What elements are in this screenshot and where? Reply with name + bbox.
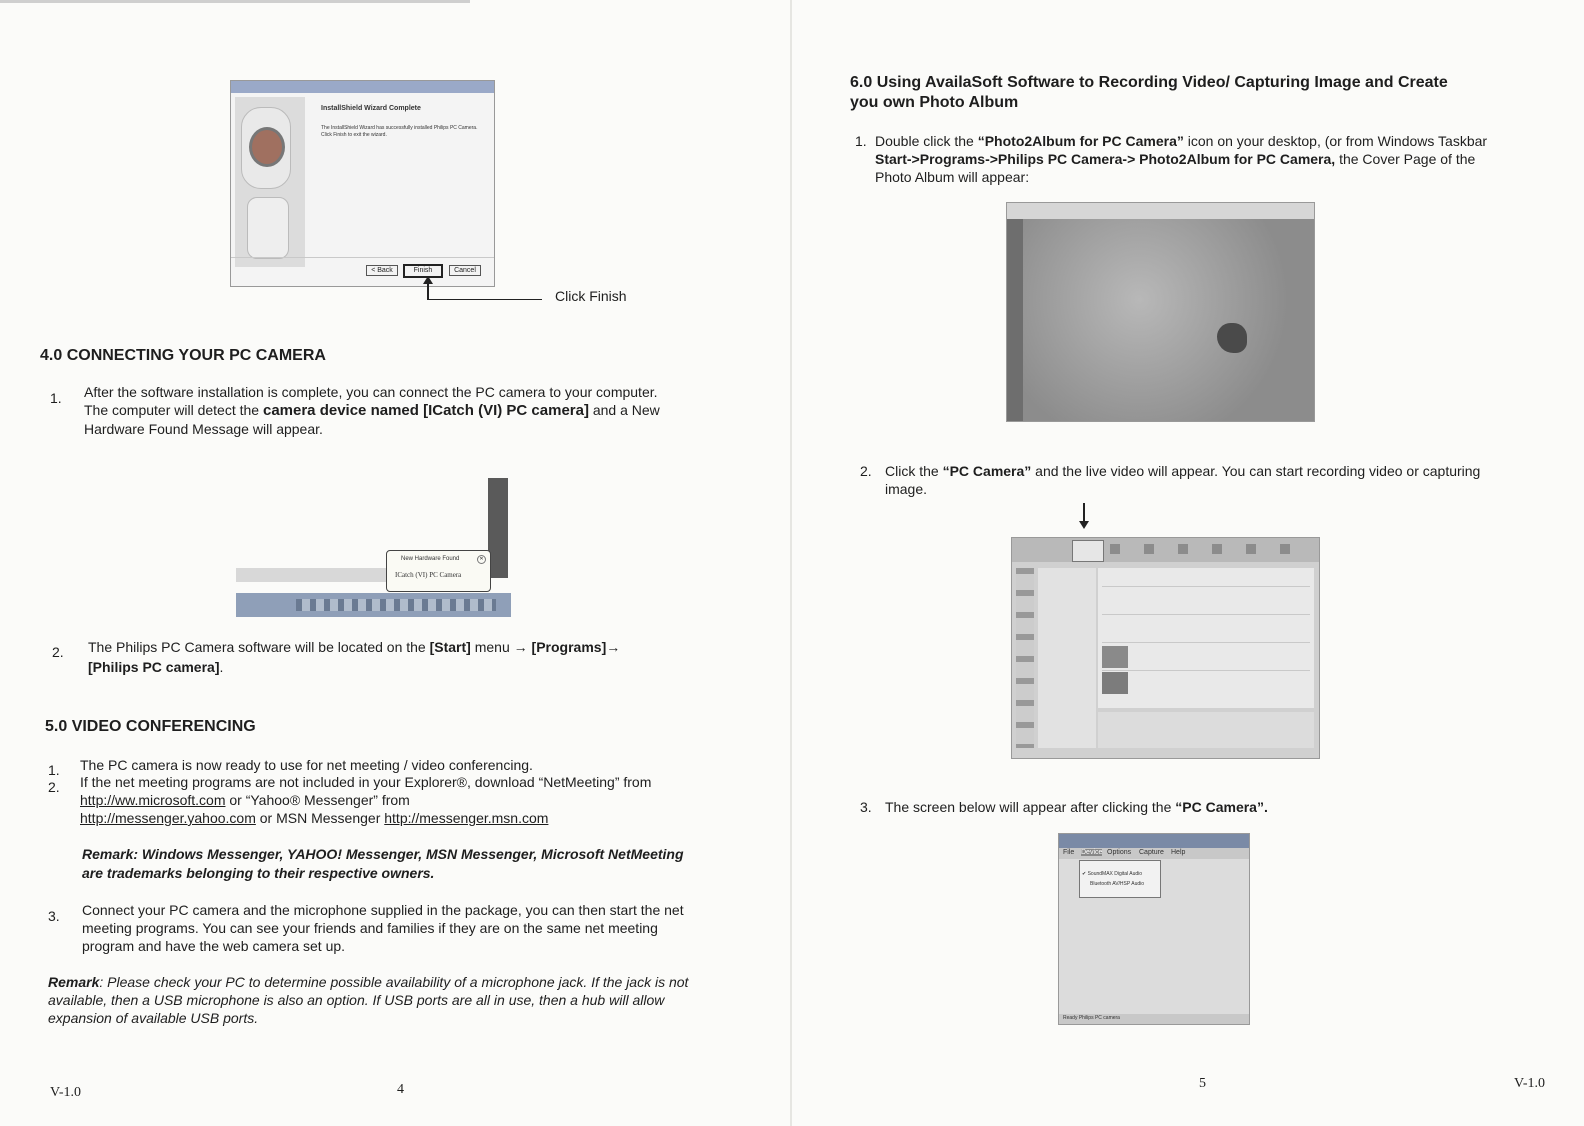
section5-item2-text xyxy=(80,773,700,827)
section6-item2-text-b: and the live video will appear. You can start recording video or capturing image. xyxy=(885,463,1481,497)
menu-option-soundmax[interactable]: ✔ SoundMAX Digital Audio xyxy=(1082,871,1143,877)
section6-item2-text-a: Click the xyxy=(885,463,943,479)
yahoo-messenger-link[interactable]: http://messenger.yahoo.com xyxy=(80,810,256,826)
capture-window-screenshot xyxy=(1058,833,1250,1025)
balloon-title: New Hardware Found xyxy=(401,556,460,562)
wizard-cancel-button[interactable]: Cancel xyxy=(449,265,481,276)
section6-item2-text xyxy=(885,462,1515,498)
start-menu-label: [Start] xyxy=(429,639,471,655)
section5-item2-text-c: or MSN Messenger xyxy=(255,810,385,826)
menu-help[interactable]: Help xyxy=(1171,849,1186,856)
album-tree-panel xyxy=(1038,568,1096,748)
philips-menu-label: [Philips PC camera] xyxy=(88,659,220,675)
section5-item1-number: 1. xyxy=(48,762,60,778)
album-toolbar xyxy=(1012,538,1319,562)
section4-item2-end: . xyxy=(219,659,224,675)
right-footer-page-number: 5 xyxy=(1199,1076,1206,1091)
tray-icons xyxy=(296,599,496,611)
toolbar-pc-camera-button[interactable] xyxy=(1072,540,1104,562)
menu-device[interactable]: Device xyxy=(1081,849,1103,856)
right-footer-version: V-1.0 xyxy=(1514,1076,1545,1091)
microphone-remark-label: Remark xyxy=(48,974,100,990)
microsoft-link[interactable]: http://ww.microsoft.com xyxy=(80,792,226,808)
album-heart-icon xyxy=(1217,323,1247,353)
section4-item1-bold: camera device named [ICatch (VI) PC camera] xyxy=(262,402,589,419)
section5-item2-number: 2. xyxy=(48,779,60,795)
pc-camera-label: “PC Camera” xyxy=(942,463,1032,479)
trademark-remark: Remark: Windows Messenger, YAHOO! Messenger, MSN Messenger, Microsoft NetMeeting are trademarks belonging to their respective owners. xyxy=(82,846,684,881)
section5-item2-text-a: If the net meeting programs are not included in your Explorer®, download “NetMeeting” from xyxy=(80,774,652,790)
programs-menu-label: [Programs]→ xyxy=(531,639,621,655)
thumbnail-1[interactable] xyxy=(1102,646,1128,668)
pc-camera-label-2: “PC Camera”. xyxy=(1175,799,1268,815)
top-edge-line xyxy=(0,0,470,3)
section6-item1-text xyxy=(875,132,1495,186)
section6-item1-text-c: the Cover Page of the Photo Album will appear: xyxy=(875,151,1476,185)
section5-item3-text: Connect your PC camera and the microphone supplied in the package, you can then start the net meeting programs. You can see your friends and families if they are on the same net meeting program and have the web camera set up. xyxy=(82,902,684,954)
section5-item3-number: 3. xyxy=(48,908,60,924)
album-cover-texture xyxy=(1023,219,1314,421)
menu-file[interactable]: File xyxy=(1063,849,1075,856)
device-dropdown-menu xyxy=(1079,860,1161,898)
section4-heading: 4.0 CONNECTING YOUR PC CAMERA xyxy=(40,347,326,364)
section5-item2-text-b: or “Yahoo® Messenger” from xyxy=(225,792,410,808)
hardware-screenshot xyxy=(236,478,511,618)
wizard-divider xyxy=(231,257,494,258)
finish-callout-arrowhead xyxy=(423,276,433,284)
left-footer-page-number: 4 xyxy=(397,1082,404,1097)
album-side-tabs xyxy=(1016,568,1034,748)
hardware-window-edge xyxy=(488,478,508,578)
section6-item1-text-a: Double click the xyxy=(875,133,978,149)
menu-options[interactable]: Options xyxy=(1107,849,1132,856)
section6-item1-number: 1. xyxy=(855,133,867,149)
wizard-finish-button[interactable]: Finish xyxy=(403,264,443,278)
capture-menubar xyxy=(1059,848,1249,859)
photo2album-window-screenshot xyxy=(1011,537,1320,759)
finish-callout-line xyxy=(427,299,542,300)
section4-item1-text xyxy=(84,383,674,438)
album-spine xyxy=(1007,219,1023,421)
section6-item2-number: 2. xyxy=(860,463,872,479)
balloon-close-icon[interactable]: ✕ xyxy=(477,555,486,564)
menu-option-bluetooth[interactable]: Bluetooth AV/HSP Audio xyxy=(1090,881,1145,887)
left-footer-version: V-1.0 xyxy=(50,1085,81,1100)
wizard-title: InstallShield Wizard Complete xyxy=(321,105,421,112)
start-path-label: Start->Programs->Philips PC Camera-> Photo2Album for PC Camera, xyxy=(875,151,1336,167)
page-spine xyxy=(790,0,792,1126)
capture-status-text: Ready Philips PC camera xyxy=(1063,1015,1120,1021)
section6-item3-text-a: The screen below will appear after clicking the xyxy=(885,799,1176,815)
balloon-text: ICatch (VI) PC Camera xyxy=(395,571,462,579)
capture-titlebar xyxy=(1059,834,1249,848)
section6-item3-number: 3. xyxy=(860,799,872,815)
album-status-area xyxy=(1098,712,1314,748)
section4-item2-text xyxy=(88,637,708,677)
camera-image xyxy=(235,97,305,267)
microphone-remark xyxy=(48,973,713,1027)
pc-camera-arrowhead xyxy=(1079,521,1089,529)
section6-heading: 6.0 Using AvailaSoft Software to Recording Video/ Capturing Image and Create you own Photo Album xyxy=(850,74,1448,111)
section4-item2-number: 2. xyxy=(52,644,64,660)
microphone-remark-text: : Please check your PC to determine possible availability of a microphone jack. If the jack is not available, then a USB microphone is also an option. If USB ports are all in use, then a hub will allow expansion of available USB ports. xyxy=(48,974,689,1026)
section4-item1-number: 1. xyxy=(50,390,62,406)
section4-item2-text-a: The Philips PC Camera software will be located on the xyxy=(88,639,430,655)
menu-capture[interactable]: Capture xyxy=(1139,849,1164,856)
pc-camera-arrow xyxy=(1083,503,1085,523)
section4-item1-text-a: After the software installation is complete, you can connect the PC camera to your computer. The computer will detect the xyxy=(84,384,658,418)
wizard-titlebar xyxy=(231,81,494,93)
msn-messenger-link[interactable]: http://messenger.msn.com xyxy=(384,810,549,826)
section4-item2-text-b: menu → xyxy=(470,639,532,655)
section6-item3-text xyxy=(885,798,1485,816)
album-titlebar xyxy=(1007,203,1314,219)
section6-item1-text-b: icon on your desktop, (or from Windows Taskbar xyxy=(1183,133,1488,149)
capture-status-bar xyxy=(1059,1014,1249,1024)
section5-heading: 5.0 VIDEO CONFERENCING xyxy=(45,718,256,735)
wizard-back-button[interactable]: < Back xyxy=(366,265,398,276)
taskbar xyxy=(236,593,511,617)
section4-item1-text-b: and a New Hardware Found Message will appear. xyxy=(84,402,660,437)
section5-item1-text: The PC camera is now ready to use for net meeting / video conferencing. xyxy=(80,757,533,773)
wizard-screenshot xyxy=(230,80,495,287)
thumbnail-2[interactable] xyxy=(1102,672,1128,694)
album-file-list xyxy=(1098,568,1314,708)
photo2album-label: “Photo2Album for PC Camera” xyxy=(977,133,1184,149)
photo-album-cover-screenshot xyxy=(1006,202,1315,422)
finish-callout-text: Click Finish xyxy=(555,288,627,304)
wizard-message: The InstallShield Wizard has successfully installed Philips PC Camera. Click Finish to exit the wizard. xyxy=(321,125,478,138)
toolbar-icons xyxy=(1110,544,1310,554)
new-hardware-balloon[interactable] xyxy=(386,550,491,592)
